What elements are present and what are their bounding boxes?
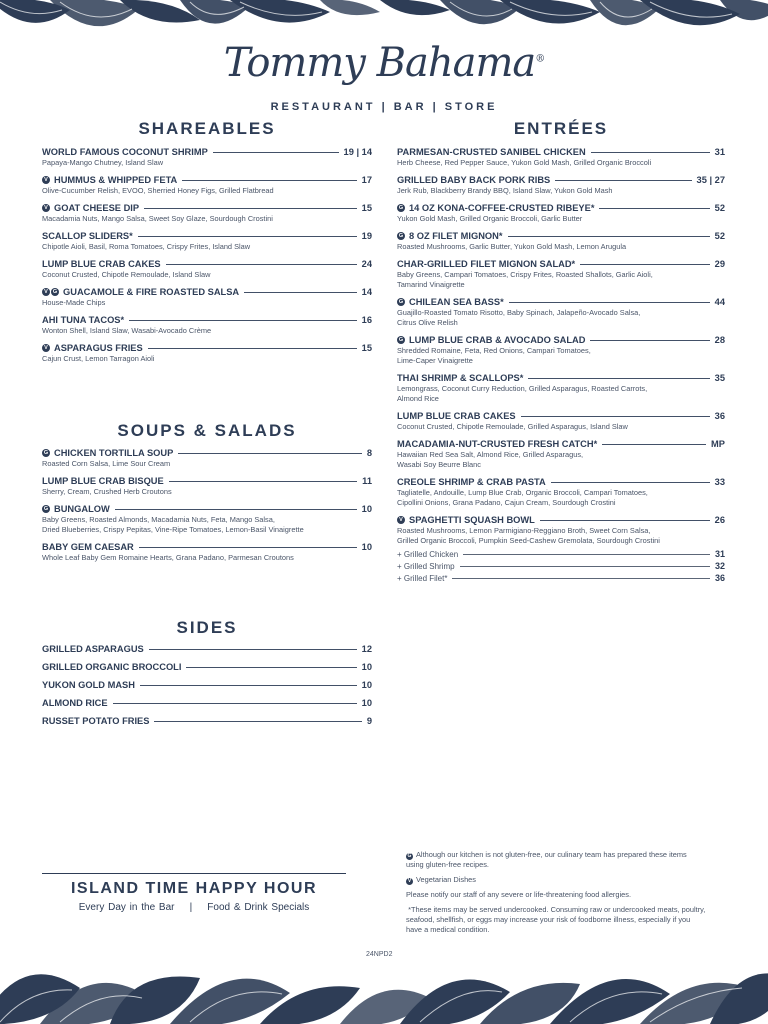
menu-item-description: Papaya-Mango Chutney, Island Slaw	[42, 158, 164, 167]
menu-item-price: 36	[714, 411, 725, 421]
menu-item-price: 8	[366, 448, 372, 458]
price-leader-line	[148, 348, 357, 349]
menu-item-bungalow	[42, 503, 372, 535]
menu-item-lump-blue-crab-cakes	[397, 410, 725, 432]
menu-item-parmesan-crusted-sanibel-chicken	[397, 146, 725, 168]
menu-item-name: YUKON GOLD MASH	[42, 680, 135, 690]
price-leader-line	[186, 667, 356, 668]
menu-item-row	[42, 503, 372, 515]
dietary-icons	[42, 505, 51, 513]
menu-item-yukon-gold-mash	[42, 676, 372, 694]
addon-grilled-shrimp	[397, 560, 725, 572]
price-leader-line	[591, 152, 710, 153]
menu-item-price: 10	[361, 504, 372, 514]
price-leader-line	[140, 685, 357, 686]
menu-item-row	[42, 258, 372, 270]
price-leader-line	[580, 264, 709, 265]
menu-item-price: 10	[361, 680, 372, 690]
menu-item-name: HUMMUS & WHIPPED FETA	[54, 175, 178, 185]
price-leader-line	[149, 649, 357, 650]
happy-hour-subtitle: Every Day in the Bar | Food & Drink Specials	[78, 902, 310, 913]
menu-item-name: CREOLE SHRIMP & CRAB PASTA	[397, 477, 546, 487]
gluten-free-icon: G	[398, 205, 404, 211]
price-leader-line	[555, 180, 691, 181]
menu-item-name: ALMOND RICE	[42, 698, 108, 708]
menu-item-row	[397, 514, 725, 526]
price-leader-line	[508, 236, 710, 237]
menu-item-price: 17	[361, 175, 372, 185]
menu-item-price: 15	[361, 343, 372, 353]
menu-item-description: Coconut Crusted, Chipotle Remoulade, Grilled Asparagus, Island Slaw	[397, 422, 628, 431]
menu-item-description: Lemongrass, Coconut Curry Reduction, Grilled Asparagus, Roasted Carrots,	[397, 384, 648, 393]
gluten-free-icon: G	[43, 450, 49, 456]
menu-item-guacamole-fire-roasted-salsa	[42, 286, 372, 308]
menu-item-name: LUMP BLUE CRAB & AVOCADO SALAD	[409, 335, 586, 345]
gluten-free-icon: G	[43, 506, 49, 512]
addon-name: + Grilled Chicken	[397, 549, 459, 559]
happy-hour-title: ISLAND TIME HAPPY HOUR	[70, 880, 318, 897]
gluten-free-icon: G	[398, 337, 404, 343]
menu-item-description: House-Made Chips	[42, 298, 106, 307]
menu-item-name: ASPARAGUS FRIES	[54, 343, 143, 353]
menu-item-price: 31	[714, 147, 725, 157]
menu-item-asparagus-fries	[42, 342, 372, 364]
menu-item-price: 24	[361, 259, 372, 269]
vegetarian-icon: V	[42, 288, 50, 296]
price-leader-line	[521, 416, 710, 417]
menu-item-row	[42, 640, 372, 658]
menu-item-description: Roasted Mushrooms, Garlic Butter, Yukon Gold Mash, Lemon Arugula	[397, 242, 627, 251]
menu-item-price: 11	[362, 476, 372, 486]
menu-item-hummus-whipped-feta	[42, 174, 372, 196]
menu-item-price: 12	[361, 644, 372, 654]
menu-item-grilled-organic-broccoli	[42, 658, 372, 676]
menu-item-name: SPAGHETTI SQUASH BOWL	[409, 515, 535, 525]
price-leader-line	[463, 554, 710, 555]
menu-item-price: 44	[714, 297, 725, 307]
menu-item-row	[397, 334, 725, 346]
addon-price: 31	[714, 549, 725, 559]
price-leader-line	[144, 208, 357, 209]
addon-name: + Grilled Shrimp	[397, 561, 455, 571]
leaf-pattern-icon	[0, 948, 768, 1024]
menu-item-price: 10	[361, 662, 372, 672]
menu-item-row	[397, 146, 725, 158]
menu-item-name: CHICKEN TORTILLA SOUP	[54, 448, 174, 458]
menu-code: 24NPD2	[366, 951, 393, 958]
menu-item-lump-blue-crab-cakes	[42, 258, 372, 280]
menu-item-row	[42, 314, 372, 326]
menu-item-name: CHAR-GRILLED FILET MIGNON SALAD*	[397, 259, 576, 269]
price-leader-line	[599, 208, 709, 209]
menu-item-name: THAI SHRIMP & SCALLOPS*	[397, 373, 524, 383]
price-leader-line	[129, 320, 357, 321]
menu-item-row	[397, 372, 725, 384]
menu-item-thai-shrimp-scallops	[397, 372, 725, 404]
vegetarian-icon: V	[397, 516, 405, 524]
menu-item-lump-blue-crab-bisque	[42, 475, 372, 497]
menu-item-description: Guajillo-Roasted Tomato Risotto, Baby Spinach, Jalapeño-Avocado Salsa,	[397, 308, 641, 317]
menu-item-price: 35 | 27	[696, 175, 725, 185]
dietary-icons	[397, 298, 406, 306]
menu-item-name: RUSSET POTATO FRIES	[42, 716, 150, 726]
menu-item-name: LUMP BLUE CRAB BISQUE	[42, 476, 164, 486]
menu-item-price: 26	[714, 515, 725, 525]
entrees-section	[397, 119, 725, 584]
menu-item-macadamia-nut-crusted-fresh-catch	[397, 438, 725, 470]
menu-item-description: Wasabi Soy Beurre Blanc	[397, 460, 481, 469]
menu-item-row	[42, 146, 372, 158]
menu-item-description: Cajun Crust, Lemon Tarragon Aioli	[42, 354, 155, 363]
menu-item-row	[42, 694, 372, 712]
menu-item-row	[42, 202, 372, 214]
gluten-free-icon: G	[52, 289, 58, 295]
menu-item-row	[397, 438, 725, 450]
menu-item-description: Wonton Shell, Island Slaw, Wasabi-Avocado Crème	[42, 326, 212, 335]
menu-item-description: Roasted Corn Salsa, Lime Sour Cream	[42, 459, 171, 468]
soups-list	[42, 447, 372, 563]
menu-item-8-oz-filet-mignon	[397, 230, 725, 252]
menu-item-name: BABY GEM CAESAR	[42, 542, 134, 552]
menu-item-14-oz-kona-coffee-crusted-ribeye	[397, 202, 725, 224]
brand-tagline: RESTAURANT | BAR | STORE	[270, 101, 498, 113]
bottom-foliage-decoration	[0, 948, 768, 1024]
menu-item-row	[42, 230, 372, 242]
gluten-free-icon: G	[398, 233, 404, 239]
menu-item-description: Dried Blueberries, Crispy Pepitas, Vine-Ripe Tomatoes, Lemon-Basil Vinaigrette	[42, 525, 304, 534]
menu-item-description: Macadamia Nuts, Mango Salsa, Sweet Soy Glaze, Sourdough Crostini	[42, 214, 273, 223]
menu-item-row	[42, 286, 372, 298]
menu-item-description: Coconut Crusted, Chipotle Remoulade, Island Slaw	[42, 270, 211, 279]
menu-item-price: MP	[711, 439, 725, 449]
menu-item-description: Tagliatelle, Andouille, Lump Blue Crab, Organic Broccoli, Campari Tomatoes,	[397, 488, 648, 497]
dietary-icons	[42, 288, 60, 296]
shareables-list	[42, 146, 372, 364]
dietary-icons	[397, 516, 406, 524]
price-leader-line	[213, 152, 339, 153]
menu-item-price: 19	[361, 231, 372, 241]
menu-item-row	[42, 712, 372, 730]
logo-text: Tommy Bahama	[223, 40, 536, 86]
menu-item-description: Hawaiian Red Sea Salt, Almond Rice, Grilled Asparagus,	[397, 450, 584, 459]
menu-item-price: 52	[714, 203, 725, 213]
menu-item-description: Grilled Organic Broccoli, Pumpkin Seed-Cashew Gremolata, Sourdough Crostini	[397, 536, 660, 545]
addon-price: 36	[714, 573, 725, 583]
gluten-free-icon: G	[398, 299, 404, 305]
menu-item-name: GOAT CHEESE DIP	[54, 203, 140, 213]
dietary-icons	[397, 204, 406, 212]
menu-item-price: 52	[714, 231, 725, 241]
dietary-icons	[397, 232, 406, 240]
vegetarian-icon: V	[42, 344, 50, 352]
menu-item-description: Lime-Caper Vinaigrette	[397, 356, 473, 365]
price-leader-line	[166, 264, 357, 265]
price-leader-line	[460, 566, 710, 567]
menu-item-description: Cipollini Onions, Grana Padano, Cajun Cream, Sourdough Crostini	[397, 498, 616, 507]
menu-item-name: GRILLED ASPARAGUS	[42, 644, 144, 654]
menu-item-name: MACADAMIA-NUT-CRUSTED FRESH CATCH*	[397, 439, 598, 449]
menu-item-world-famous-coconut-shrimp	[42, 146, 372, 168]
vegetarian-icon: V	[407, 878, 412, 884]
soups-salads-section	[42, 421, 372, 569]
menu-item-description: Yukon Gold Mash, Grilled Organic Broccoli, Garlic Butter	[397, 214, 583, 223]
price-leader-line	[113, 703, 357, 704]
menu-item-ahi-tuna-tacos	[42, 314, 372, 336]
menu-item-spaghetti-squash-bowl	[397, 514, 725, 546]
section-title-entrees: ENTRÉES	[513, 119, 609, 138]
menu-item-description: Shredded Romaine, Feta, Red Onions, Campari Tomatoes,	[397, 346, 591, 355]
menu-item-name: CHILEAN SEA BASS*	[409, 297, 504, 307]
menu-item-description: Sherry, Cream, Crushed Herb Croutons	[42, 487, 172, 496]
menu-item-lump-blue-crab-avocado-salad	[397, 334, 725, 366]
price-leader-line	[182, 180, 356, 181]
menu-item-name: 8 OZ FILET MIGNON*	[409, 231, 503, 241]
menu-item-description: Chipotle Aioli, Basil, Roma Tomatoes, Crispy Frites, Island Slaw	[42, 242, 251, 251]
menu-item-russet-potato-fries	[42, 712, 372, 730]
note-gluten-free-text: Although our kitchen is not gluten-free, our culinary team has prepared these items using gluten-free recipes.	[406, 850, 687, 869]
entrees-list	[397, 146, 725, 546]
dietary-notes	[406, 850, 706, 940]
note-gluten-free	[406, 850, 706, 870]
menu-item-price: 14	[361, 287, 372, 297]
menu-item-scallop-sliders	[42, 230, 372, 252]
vegetarian-icon: V	[42, 204, 50, 212]
menu-item-almond-rice	[42, 694, 372, 712]
menu-item-row	[397, 258, 725, 270]
price-leader-line	[115, 509, 357, 510]
menu-item-row	[397, 410, 725, 422]
menu-item-name: WORLD FAMOUS COCONUT SHRIMP	[42, 147, 208, 157]
happy-hour-banner	[42, 873, 346, 913]
note-vegetarian	[406, 875, 706, 885]
menu-item-name: SCALLOP SLIDERS*	[42, 231, 133, 241]
price-leader-line	[244, 292, 357, 293]
dietary-icons	[397, 336, 406, 344]
menu-item-row	[397, 230, 725, 242]
menu-item-description: Almond Rice	[397, 394, 439, 403]
menu-item-name: AHI TUNA TACOS*	[42, 315, 125, 325]
sides-section	[42, 618, 372, 730]
price-leader-line	[138, 236, 357, 237]
menu-item-price: 33	[714, 477, 725, 487]
addon-price: 32	[714, 561, 725, 571]
menu-item-price: 29	[714, 259, 725, 269]
menu-item-row	[42, 342, 372, 354]
menu-item-row	[397, 202, 725, 214]
menu-item-name: GRILLED ORGANIC BROCCOLI	[42, 662, 182, 672]
addon-grilled-filet	[397, 572, 725, 584]
menu-item-price: 10	[361, 542, 372, 552]
price-leader-line	[509, 302, 710, 303]
price-leader-line	[602, 444, 706, 445]
menu-item-name: 14 OZ KONA-COFFEE-CRUSTED RIBEYE*	[409, 203, 595, 213]
menu-item-row	[397, 174, 725, 186]
menu-item-price: 28	[714, 335, 725, 345]
brand-logo	[0, 40, 768, 86]
menu-item-name: PARMESAN-CRUSTED SANIBEL CHICKEN	[397, 147, 586, 157]
menu-item-description: Herb Cheese, Red Pepper Sauce, Yukon Gold Mash, Grilled Organic Broccoli	[397, 158, 652, 167]
price-leader-line	[590, 340, 709, 341]
menu-item-name: GUACAMOLE & FIRE ROASTED SALSA	[63, 287, 240, 297]
price-leader-line	[178, 453, 362, 454]
sides-list	[42, 640, 372, 730]
shareables-section	[42, 119, 372, 370]
menu-item-row	[397, 296, 725, 308]
price-leader-line	[139, 547, 357, 548]
menu-item-grilled-baby-back-pork-ribs	[397, 174, 725, 196]
menu-item-price: 35	[714, 373, 725, 383]
dietary-icons	[42, 204, 51, 212]
price-leader-line	[452, 578, 710, 579]
menu-item-description: Whole Leaf Baby Gem Romaine Hearts, Grana Padano, Parmesan Croutons	[42, 553, 294, 562]
menu-item-row	[42, 174, 372, 186]
addon-name: + Grilled Filet*	[397, 573, 448, 583]
menu-item-row	[42, 447, 372, 459]
menu-item-description: Tamarind Vinaigrette	[397, 280, 465, 289]
gluten-free-icon: G	[407, 853, 412, 859]
dietary-icons	[42, 449, 51, 457]
menu-item-description: Roasted Mushrooms, Lemon Parmigiano-Reggiano Broth, Sweet Corn Salsa,	[397, 526, 651, 535]
menu-item-description: Baby Greens, Campari Tomatoes, Crispy Frites, Roasted Shallots, Garlic Aioli,	[397, 270, 653, 279]
menu-item-chicken-tortilla-soup	[42, 447, 372, 469]
menu-item-grilled-asparagus	[42, 640, 372, 658]
menu-item-baby-gem-caesar	[42, 541, 372, 563]
price-leader-line	[540, 520, 710, 521]
section-title-sides: SIDES	[176, 618, 238, 637]
price-leader-line	[169, 481, 357, 482]
section-title-soups-salads: SOUPS & SALADS	[117, 421, 297, 440]
menu-item-row	[42, 658, 372, 676]
menu-item-row	[397, 476, 725, 488]
price-leader-line	[528, 378, 709, 379]
addon-grilled-chicken	[397, 548, 725, 560]
menu-item-price: 10	[361, 698, 372, 708]
menu-item-chilean-sea-bass	[397, 296, 725, 328]
menu-item-name: BUNGALOW	[54, 504, 110, 514]
entree-addons-list	[397, 548, 725, 584]
dietary-icons	[42, 176, 51, 184]
menu-item-goat-cheese-dip	[42, 202, 372, 224]
note-vegetarian-text: Vegetarian Dishes	[416, 875, 476, 884]
menu-item-description: Olive-Cucumber Relish, EVOO, Sherried Honey Figs, Grilled Flatbread	[42, 186, 274, 195]
price-leader-line	[154, 721, 361, 722]
menu-item-name: GRILLED BABY BACK PORK RIBS	[397, 175, 551, 185]
menu-item-price: 19 | 14	[343, 147, 372, 157]
note-allergy: Please notify our staff of any severe or life-threatening food allergies.	[406, 890, 631, 899]
menu-item-char-grilled-filet-mignon-salad	[397, 258, 725, 290]
section-title-shareables: SHAREABLES	[138, 119, 276, 138]
menu-item-description: Baby Greens, Roasted Almonds, Macadamia Nuts, Feta, Mango Salsa,	[42, 515, 275, 524]
menu-item-row	[42, 475, 372, 487]
menu-item-description: Jerk Rub, Blackberry Brandy BBQ, Island Slaw, Yukon Gold Mash	[397, 186, 613, 195]
registered-mark: ®	[535, 53, 545, 65]
note-undercooked: *These items may be served undercooked. Consuming raw or undercooked meats, poultry, seafood, shellfish, or eggs may increase your risk of foodborne illness, especially if you have a medical condition.	[406, 905, 708, 934]
price-leader-line	[551, 482, 710, 483]
menu-item-description: Citrus Olive Relish	[397, 318, 458, 327]
menu-item-row	[42, 676, 372, 694]
menu-item-name: LUMP BLUE CRAB CAKES	[397, 411, 516, 421]
menu-item-name: LUMP BLUE CRAB CAKES	[42, 259, 161, 269]
dietary-icons	[42, 344, 51, 352]
menu-item-price: 9	[366, 716, 372, 726]
menu-item-price: 15	[361, 203, 372, 213]
menu-item-creole-shrimp-crab-pasta	[397, 476, 725, 508]
menu-item-row	[42, 541, 372, 553]
menu-item-price: 16	[361, 315, 372, 325]
vegetarian-icon: V	[42, 176, 50, 184]
